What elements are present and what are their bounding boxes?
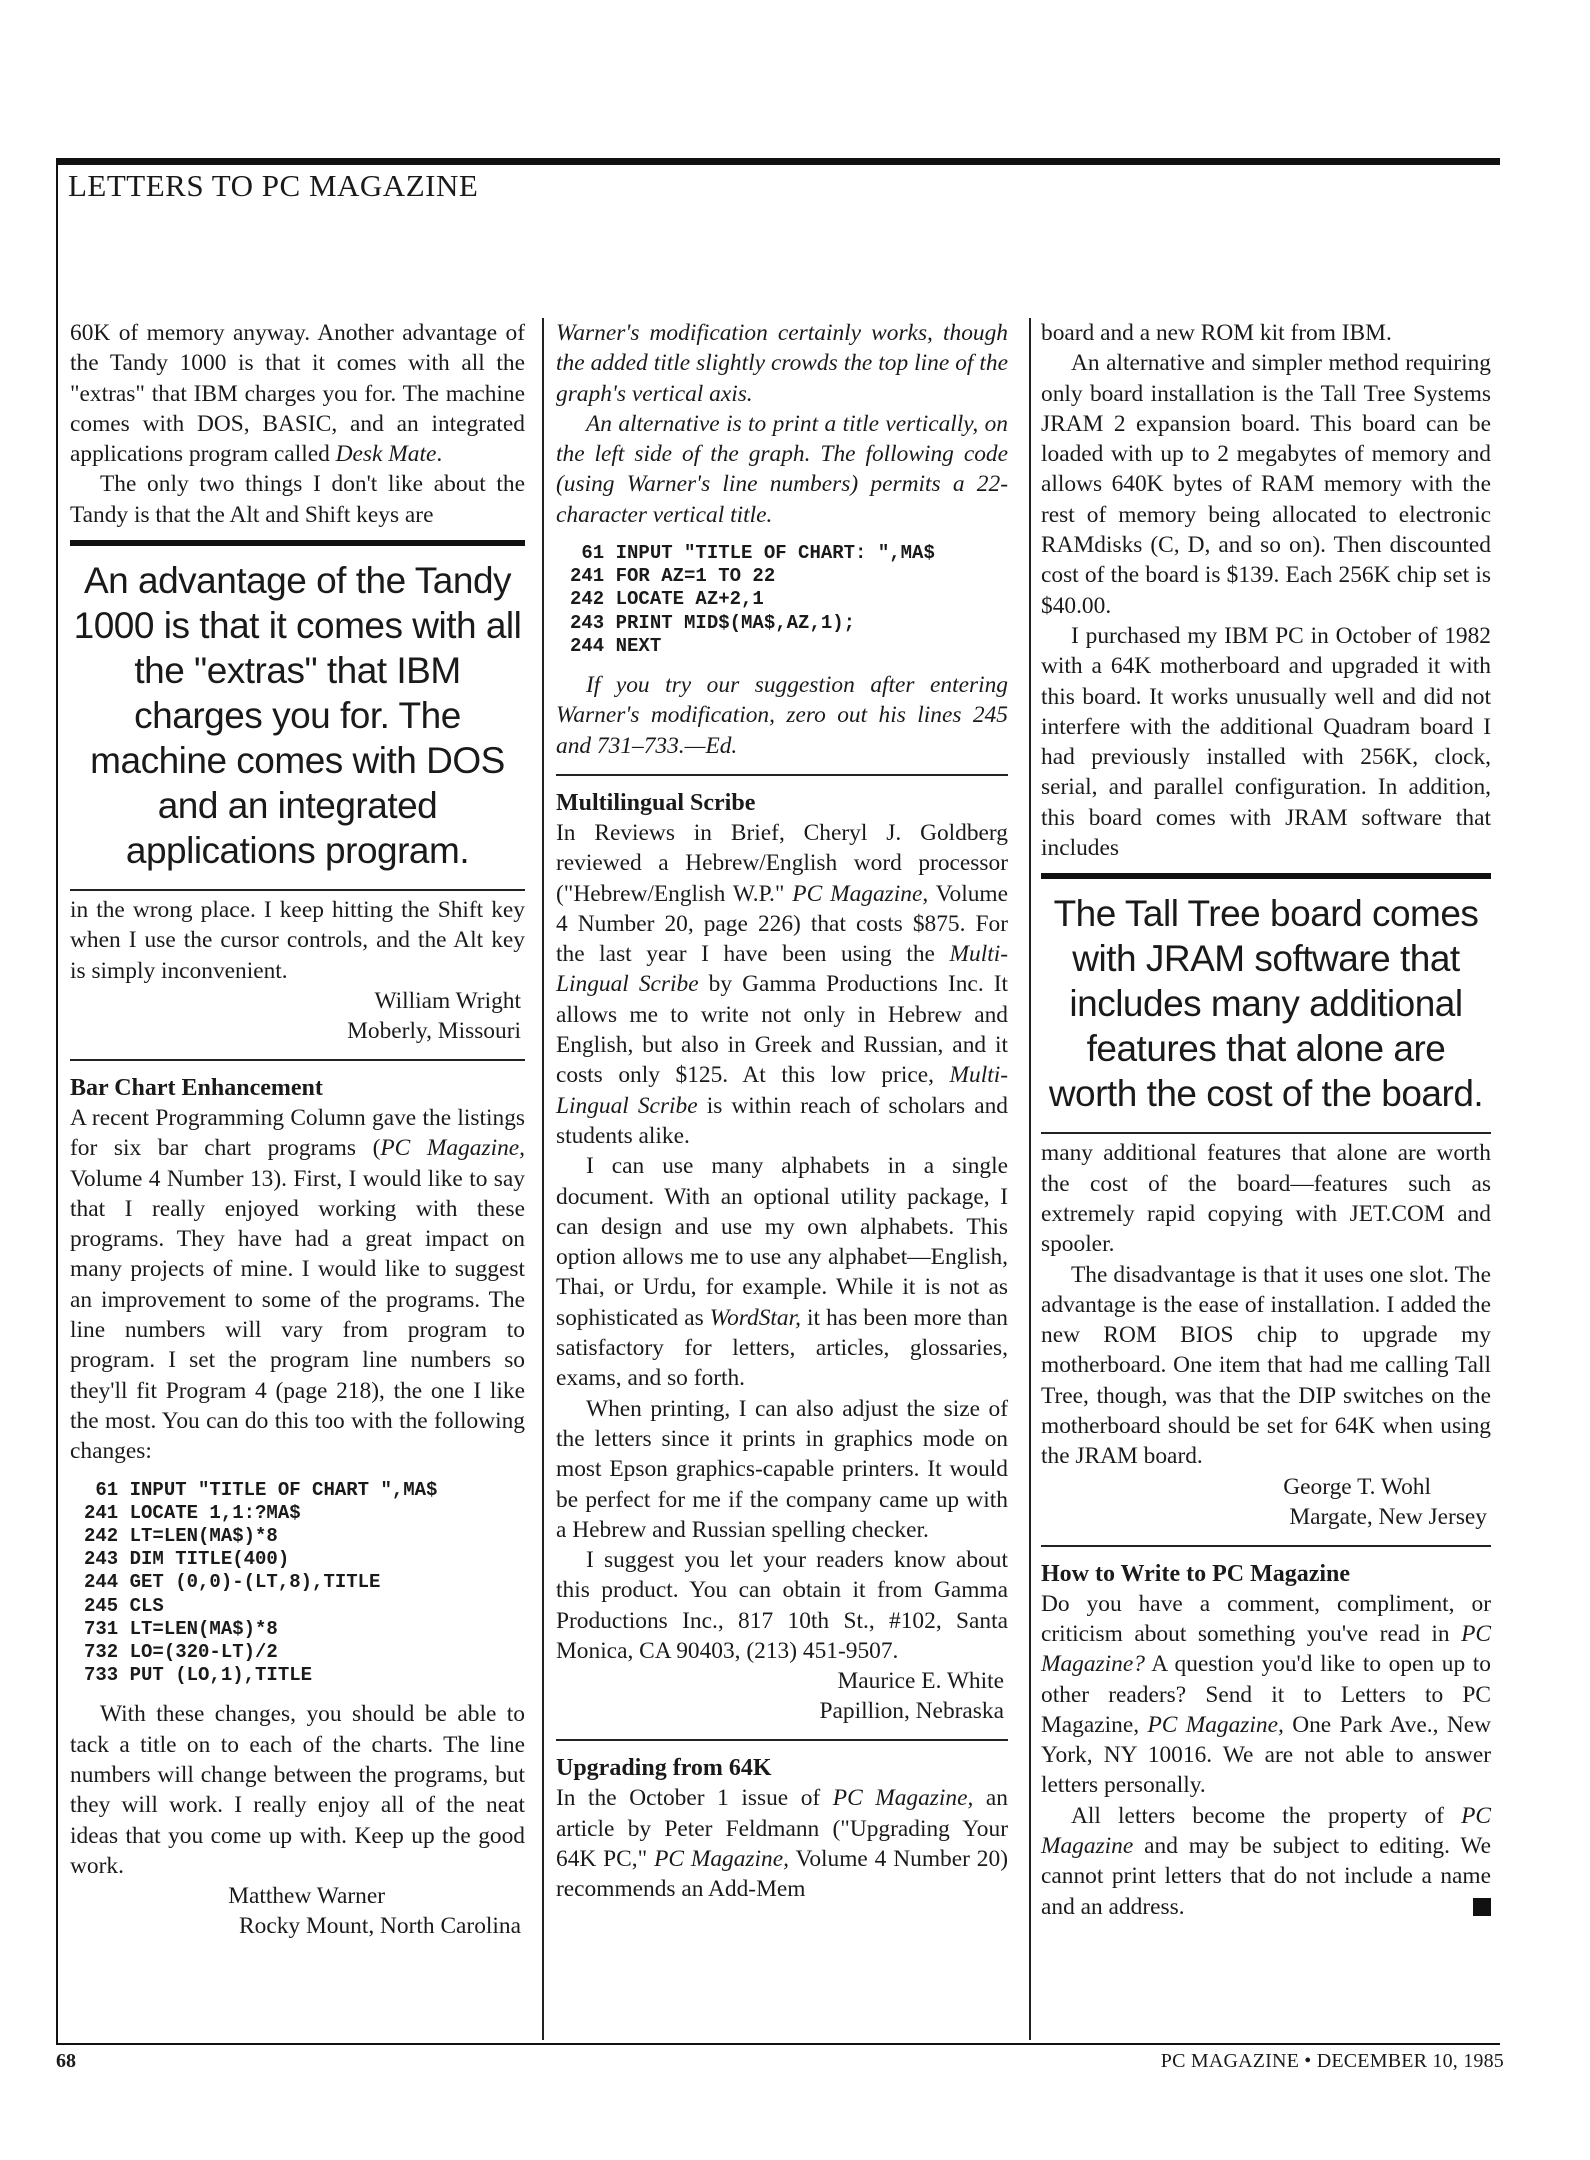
signature-name: Matthew Warner (228, 1883, 385, 1910)
paragraph: In the October 1 issue of PC Magazine, an article by Peter Feldmann ("Upgrading Your 64K PC," PC Magazine, Volume 4 Number 20) recommends an Add-Mem (556, 1785, 1008, 1903)
paragraph: A recent Programming Column gave the listings for six bar chart programs (PC Magazine, Volume 4 Number 13). First, I would like to say that I really enjoyed working with these programs. They have had a great impact on many projects of mine. I would like to suggest an improvement to some of the programs. The line numbers will vary from program to program. I set the program line numbers so they'll fit Program 4 (page 218), the one I like the most. You can do this too with the following changes: (70, 1104, 525, 1465)
paragraph: I purchased my IBM PC in October of 1982 with a 64K motherboard and upgraded it with this board. It works unusually well and did not interfere with the additional Quadram board I had previously installed with 256K, clock, serial, and parallel configuration. In addition, this board comes with JRAM software that includes (1041, 622, 1491, 862)
section-rule (1041, 1545, 1491, 1547)
paragraph: When printing, I can also adjust the size of the letters since it prints in graphics mode on most Epson graphics-capable printers. It would be perfect for me if the company came up with a Hebrew and Russian spelling checker. (556, 1395, 1008, 1543)
pullquote-top-rule (70, 540, 525, 546)
signature-place: Papillion, Nebraska (819, 1698, 1004, 1725)
paragraph: All letters become the property of PC Magazine and may be subject to editing. We cannot print letters that do not include a name and an address. (1041, 1802, 1491, 1920)
pull-quote: An advantage of the Tandy 1000 is that it comes with all the "extras" that IBM charges you for. The machine comes with DOS and an integrated applications program. (70, 556, 525, 891)
page-number: 68 (56, 2050, 76, 2072)
letter-heading: How to Write to PC Magazine (1041, 1560, 1351, 1587)
section-title: LETTERS TO PC MAGAZINE (68, 168, 479, 203)
paragraph: 60K of memory anyway. Another advantage of the Tandy 1000 is that it comes with all the "extras" that IBM charges you for. The machine comes with DOS, BASIC, and an integrated applications program called Desk Mate. (70, 320, 525, 468)
column-divider-2 (1029, 318, 1031, 2040)
pullquote-top-rule (1041, 873, 1491, 879)
signature-place: Rocky Mount, North Carolina (239, 1913, 521, 1940)
signature-place: Moberly, Missouri (347, 1017, 521, 1044)
column-3 (1041, 318, 1491, 1922)
paragraph: I suggest you let your readers know about this product. You can obtain it from Gamma Productions Inc., 817 10th St., #102, Santa Monica, CA 90403, (213) 451-9507. (556, 1547, 1008, 1664)
letter-heading: Bar Chart Enhancement (70, 1074, 323, 1101)
paragraph: With these changes, you should be able to tack a title on to each of the charts. The line numbers will change between the programs, but they will work. I really enjoy all of the neat ideas that you come up with. Keep up the good work. (70, 1701, 525, 1879)
letter-heading: Upgrading from 64K (556, 1755, 772, 1782)
frame-left-rule (56, 160, 58, 2045)
section-rule (70, 1059, 525, 1061)
signature-name: Maurice E. White (837, 1668, 1004, 1695)
code-listing: 61 INPUT "TITLE OF CHART ",MA$ 241 LOCATE 1,1:?MA$ 242 LT=LEN(MA$)*8 243 DIM TITLE(400) 244 GET (0,0)-(LT,8),TITLE 245 CLS 731 LT=LEN(MA$)*8 732 LO=(320-LT)/2 733 PUT (LO,1),TITLE (84, 1478, 438, 1687)
editor-note: An alternative is to print a title vertically, on the left side of the graph. The following code (using Warner's line numbers) permits a 22-character vertical title. (556, 410, 1008, 528)
section-rule (556, 1739, 1008, 1741)
signature-name: George T. Wohl (1283, 1473, 1431, 1500)
header-rule (56, 158, 1500, 165)
paragraph: Do you have a comment, compliment, or criticism about something you've read in PC Magazine? A question you'd like to open up to other readers? Send it to Letters to PC Magazine, PC Magazine, One Park Ave., New York, NY 10016. We are not able to answer letters personally. (1041, 1590, 1491, 1799)
paragraph: many additional features that alone are worth the cost of the board—features such as extremely rapid copying with JET.COM and spooler. (1041, 1140, 1491, 1258)
paragraph: The disadvantage is that it uses one slot. The advantage is the ease of installation. I added the new ROM BIOS chip to upgrade my motherboard. One item that had me calling Tall Tree, though, was that the DIP switches on the motherboard should be set for 64K when using the JRAM board. (1041, 1261, 1491, 1470)
code-listing: 61 INPUT "TITLE OF CHART: ",MA$ 241 FOR AZ=1 TO 22 242 LOCATE AZ+2,1 243 PRINT MID$(MA$,AZ,1); 244 NEXT (570, 542, 935, 657)
column-divider-1 (542, 318, 544, 2040)
editor-note: If you try our suggestion after entering Warner's modification, zero out his lines 245 and 731–733.—Ed. (556, 672, 1008, 759)
pull-quote: The Tall Tree board comes with JRAM software that includes many additional features that alone are worth the cost of the board. (1041, 889, 1491, 1134)
letter-heading: Multilingual Scribe (556, 789, 756, 816)
section-rule (556, 774, 1008, 776)
paragraph: I can use many alphabets in a single document. With an optional utility package, I can design and use my own alphabets. This option allows me to use any alphabet—English, Thai, or Urdu, for example. While it is not as sophisticated as WordStar, it has been more than satisfactory for letters, articles, glossaries, exams, and so forth. (556, 1153, 1009, 1392)
end-mark-icon (1473, 1898, 1491, 1916)
publication-footer: PC MAGAZINE • DECEMBER 10, 1985 (1160, 2050, 1504, 2072)
frame-bottom-rule (56, 2043, 1500, 2045)
signature-name: William Wright (374, 987, 521, 1014)
editor-note: Warner's modification certainly works, though the added title slightly crowds the top line of the graph's vertical axis. (556, 320, 1008, 407)
paragraph: The only two things I don't like about the Tandy is that the Alt and Shift keys are (70, 471, 525, 528)
paragraph: An alternative and simpler method requiring only board installation is the Tall Tree Systems JRAM 2 expansion board. This board can be loaded with up to 2 megabytes of memory and allows 640K bytes of RAM memory with the rest of memory being allocated to electronic RAMdisks (C, D, and so on). Then discounted cost of the board is $139. Each 256K chip set is $40.00. (1041, 350, 1491, 619)
signature-place: Margate, New Jersey (1289, 1503, 1487, 1530)
paragraph: board and a new ROM kit from IBM. (1041, 320, 1392, 346)
column-2 (556, 318, 1008, 1904)
column-1 (70, 318, 525, 1941)
paragraph: In Reviews in Brief, Cheryl J. Goldberg reviewed a Hebrew/English word processor ("Hebrew/English W.P." PC Magazine, Volume 4 Number 20, page 226) that costs $875. For the last year I have been using the Multi-Lingual Scribe by Gamma Productions Inc. It allows me to write not only in Hebrew and English, but also in Greek and Russian, and it costs only $125. At this low price, Multi-Lingual Scribe is within reach of scholars and students alike. (556, 819, 1008, 1149)
paragraph: in the wrong place. I keep hitting the Shift key when I use the cursor controls, and the Alt key is simply inconvenient. (70, 897, 525, 984)
